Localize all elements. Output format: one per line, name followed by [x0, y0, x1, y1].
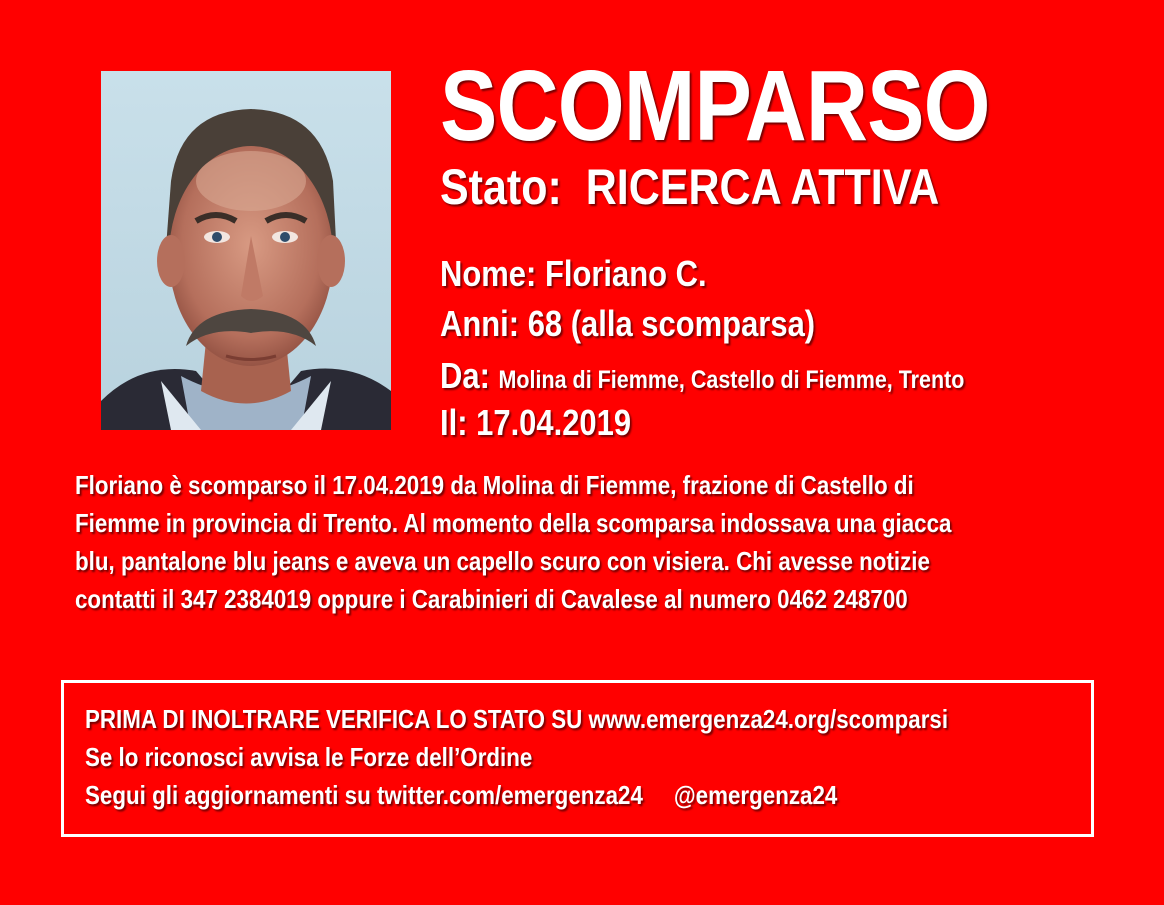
- description-line: contatti il 347 2384019 oppure i Carabinieri di Cavalese al numero 0462 248700: [75, 584, 908, 614]
- age-field: [440, 303, 815, 345]
- notice-verify-line: PRIMA DI INOLTRARE VERIFICA LO STATO SU www.emergenza24.org/scomparsi: [85, 704, 949, 734]
- description-line: Fiemme in provincia di Trento. Al momento della scomparsa indossava una giacca: [75, 508, 952, 538]
- notice-text: [85, 700, 948, 814]
- name-label: Nome:: [440, 253, 537, 294]
- from-field: [440, 355, 964, 401]
- portrait-image: [101, 71, 391, 430]
- description-line: Floriano è scomparso il 17.04.2019 da Molina di Fiemme, frazione di Castello di: [75, 470, 914, 500]
- date-value: 17.04.2019: [476, 402, 632, 443]
- from-label: Da:: [440, 355, 490, 396]
- follow-text: Segui gli aggiornamenti su twitter.com/emergenza24: [85, 780, 643, 810]
- description: [75, 466, 1098, 618]
- twitter-handle: @emergenza24: [673, 780, 838, 810]
- description-line: blu, pantalone blu jeans e aveva un capello scuro con visiera. Chi avesse notizie: [75, 546, 930, 576]
- status-value: RICERCA ATTIVA: [585, 159, 940, 215]
- notice-report-line: Se lo riconosci avvisa le Forze dell’Ordine: [85, 742, 533, 772]
- age-label: Anni:: [440, 303, 520, 344]
- date-label: Il:: [440, 402, 468, 443]
- from-value: Molina di Fiemme, Castello di Fiemme, Trento: [498, 366, 965, 394]
- name-value: Floriano C.: [544, 253, 707, 294]
- headline: SCOMPARSO: [440, 50, 990, 162]
- status-line: [440, 160, 939, 214]
- missing-person-photo: [101, 71, 391, 430]
- notice-follow-line: [85, 776, 948, 814]
- date-field: [440, 402, 631, 444]
- name-field: [440, 253, 707, 295]
- status-label: Stato:: [440, 159, 562, 215]
- age-value: 68 (alla scomparsa): [527, 303, 816, 344]
